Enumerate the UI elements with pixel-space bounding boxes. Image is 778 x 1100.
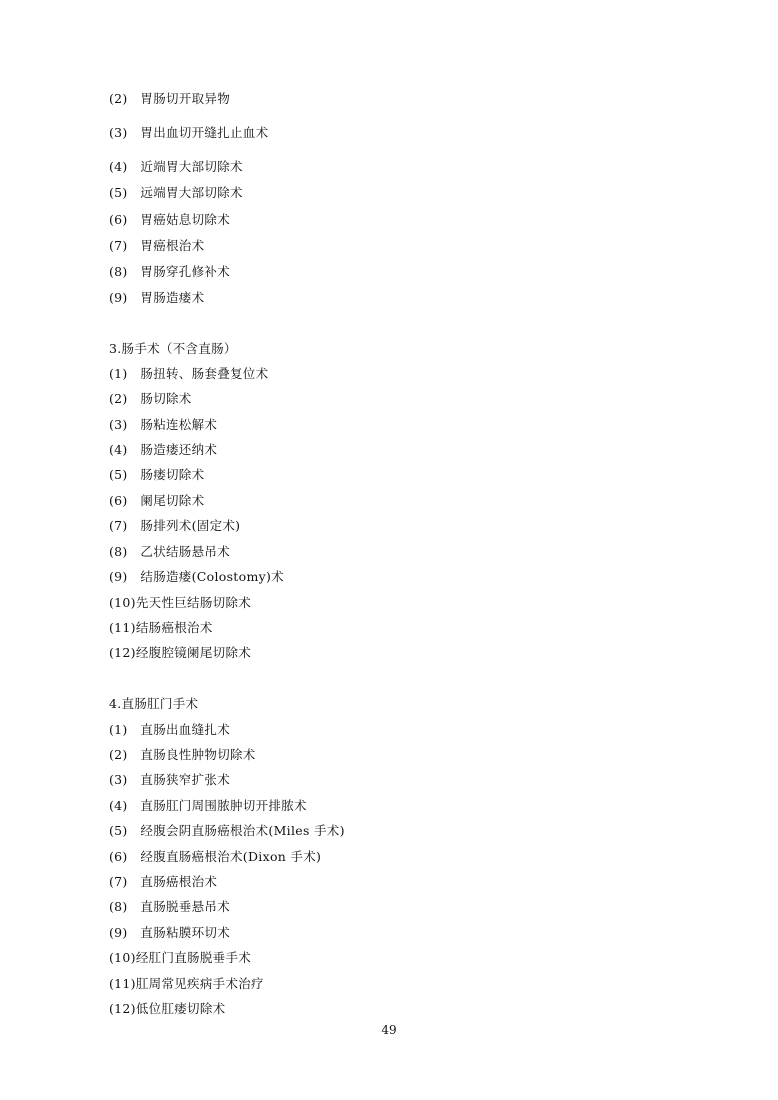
list-item: (4) 近端胃大部切除术: [109, 159, 243, 174]
list-item: (9) 直肠粘膜环切术: [109, 925, 231, 940]
list-item: (10)经肛门直肠脱垂手术: [109, 950, 252, 965]
list-item: (2) 胃肠切开取异物: [109, 91, 231, 106]
list-item: (7) 直肠癌根治术: [109, 874, 218, 889]
list-item: (6) 阑尾切除术: [109, 493, 205, 508]
list-item: (3) 胃出血切开缝扎止血术: [109, 125, 269, 140]
list-item: (2) 肠切除术: [109, 391, 192, 406]
list-item: (12)经腹腔镜阑尾切除术: [109, 645, 252, 660]
page-number: 49: [381, 1023, 397, 1037]
list-item: (6) 经腹直肠癌根治术(Dixon 手术): [109, 849, 322, 864]
section-heading: 4.直肠肛门手术: [109, 696, 199, 711]
list-item: (2) 直肠良性肿物切除术: [109, 747, 256, 762]
list-item: (7) 肠排列术(固定术): [109, 518, 241, 533]
list-item: (8) 胃肠穿孔修补术: [109, 264, 231, 279]
list-item: (9) 胃肠造瘘术: [109, 290, 205, 305]
list-item: (5) 肠瘘切除术: [109, 467, 205, 482]
list-item: (4) 肠造瘘还纳术: [109, 442, 218, 457]
list-item: (12)低位肛瘘切除术: [109, 1001, 226, 1016]
list-item: (5) 远端胃大部切除术: [109, 185, 243, 200]
list-item: (1) 肠扭转、肠套叠复位术: [109, 366, 269, 381]
list-item: (1) 直肠出血缝扎术: [109, 722, 231, 737]
list-item: (11)结肠癌根治术: [109, 620, 213, 635]
section-heading: 3.肠手术（不含直肠）: [109, 341, 237, 356]
list-item: (3) 直肠狭窄扩张术: [109, 772, 231, 787]
list-item: (3) 肠粘连松解术: [109, 417, 218, 432]
list-item: (10)先天性巨结肠切除术: [109, 595, 252, 610]
list-item: (5) 经腹会阴直肠癌根治术(Miles 手术): [109, 823, 345, 838]
list-item: (7) 胃癌根治术: [109, 238, 205, 253]
list-item: (8) 直肠脱垂悬吊术: [109, 899, 231, 914]
list-item: (4) 直肠肛门周围脓肿切开排脓术: [109, 798, 307, 813]
list-item: (6) 胃癌姑息切除术: [109, 212, 231, 227]
list-item: (11)肛周常见疾病手术治疗: [109, 976, 264, 991]
list-item: (9) 结肠造瘘(Colostomy)术: [109, 569, 284, 584]
list-item: (8) 乙状结肠悬吊术: [109, 544, 231, 559]
